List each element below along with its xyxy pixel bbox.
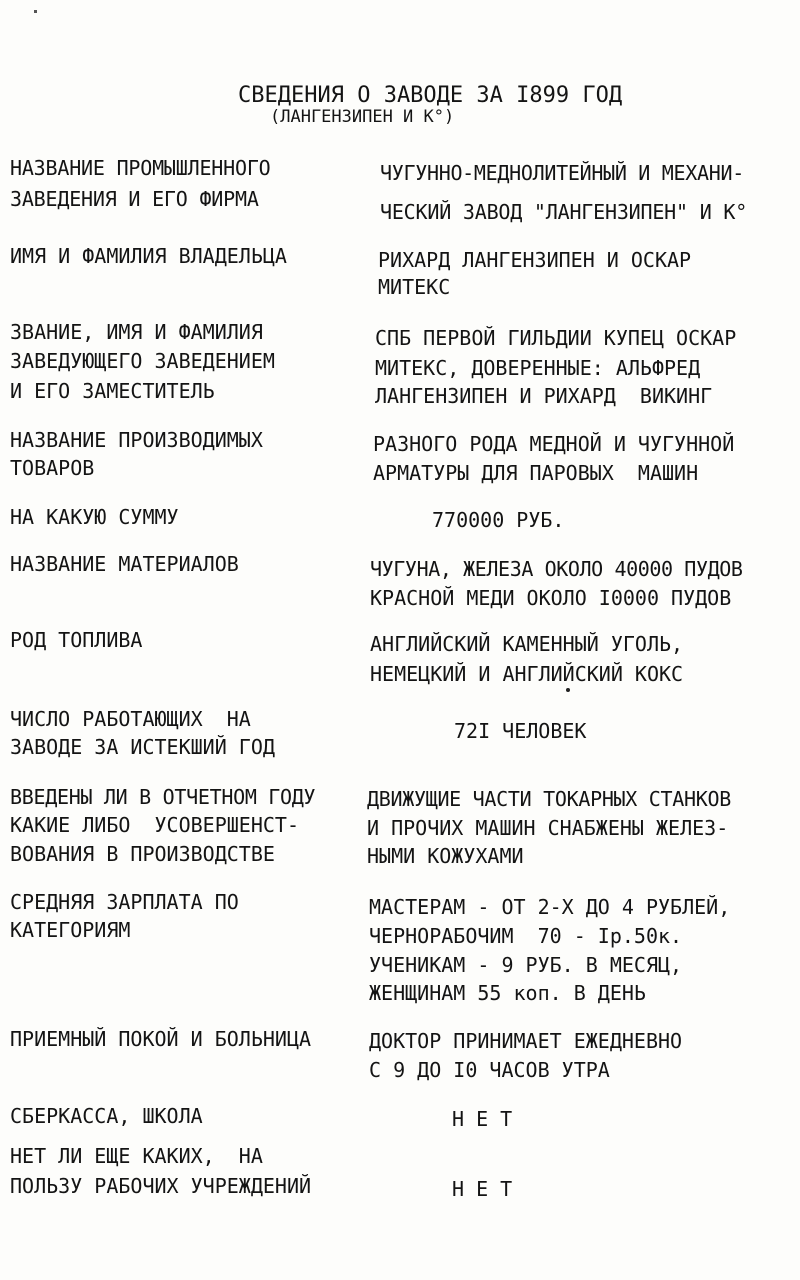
label-workers-2: ЗАВОДЕ ЗА ИСТЕКШИЙ ГОД bbox=[10, 735, 275, 759]
label-sum: НА КАКУЮ СУММУ bbox=[10, 505, 179, 529]
value-salary-1: МАСТЕРАМ - ОТ 2-Х ДО 4 РУБЛЕЙ, bbox=[369, 895, 731, 919]
paper-speck bbox=[34, 10, 37, 13]
value-manager-1: СПБ ПЕРВОЙ ГИЛЬДИИ КУПЕЦ ОСКАР bbox=[375, 326, 737, 350]
value-fuel-2: НЕМЕЦКИЙ И АНГЛИЙСКИЙ КОКС bbox=[370, 662, 684, 686]
label-improvements-1: ВВЕДЕНЫ ЛИ В ОТЧЕТНОМ ГОДУ bbox=[10, 785, 316, 809]
label-other-institutions-1: НЕТ ЛИ ЕЩЕ КАКИХ, НА bbox=[10, 1144, 263, 1168]
label-improvements-2: КАКИЕ ЛИБО УСОВЕРШЕНСТ- bbox=[10, 813, 299, 837]
value-salary-4: ЖЕНЩИНАМ 55 коп. В ДЕНЬ bbox=[369, 981, 646, 1005]
label-savings-school: СБЕРКАССА, ШКОЛА bbox=[10, 1104, 203, 1128]
value-manager-3: ЛАНГЕНЗИПЕН И РИХАРД ВИКИНГ bbox=[375, 384, 713, 408]
value-owner-1: РИХАРД ЛАНГЕНЗИПЕН И ОСКАР bbox=[378, 248, 692, 272]
value-fuel-1: АНГЛИЙСКИЙ КАМЕННЫЙ УГОЛЬ, bbox=[370, 632, 684, 656]
value-improvements-1: ДВИЖУЩИЕ ЧАСТИ ТОКАРНЫХ СТАНКОВ bbox=[367, 787, 731, 811]
value-infirmary-2: С 9 ДО I0 ЧАСОВ УТРА bbox=[369, 1058, 610, 1082]
value-materials-2: КРАСНОЙ МЕДИ ОКОЛО I0000 ПУДОВ bbox=[370, 586, 732, 610]
label-manager-3: И ЕГО ЗАМЕСТИТЕЛЬ bbox=[10, 379, 215, 403]
value-materials-1: ЧУГУНА, ЖЕЛЕЗА ОКОЛО 40000 ПУДОВ bbox=[370, 557, 743, 581]
label-workers-1: ЧИСЛО РАБОТАЮЩИХ НА bbox=[10, 707, 251, 731]
value-manager-2: МИТЕКС, ДОВЕРЕННЫЕ: АЛЬФРЕД bbox=[375, 356, 701, 380]
label-infirmary: ПРИЕМНЫЙ ПОКОЙ И БОЛЬНИЦА bbox=[10, 1027, 312, 1051]
label-other-institutions-2: ПОЛЬЗУ РАБОЧИХ УЧРЕЖДЕНИЙ bbox=[10, 1174, 312, 1198]
label-manager-2: ЗАВЕДУЮЩЕГО ЗАВЕДЕНИЕМ bbox=[10, 349, 275, 373]
document-subtitle: (ЛАНГЕНЗИПЕН И К°) bbox=[270, 107, 455, 127]
label-fuel: РОД ТОПЛИВА bbox=[10, 628, 143, 652]
value-owner-2: МИТЕКС bbox=[378, 275, 451, 299]
value-improvements-2: И ПРОЧИХ МАШИН СНАБЖЕНЫ ЖЕЛЕЗ- bbox=[367, 816, 729, 840]
label-salary-1: СРЕДНЯЯ ЗАРПЛАТА ПО bbox=[10, 890, 239, 914]
label-goods-1: НАЗВАНИЕ ПРОИЗВОДИМЫХ bbox=[10, 428, 263, 452]
value-goods-1: РАЗНОГО РОДА МЕДНОЙ И ЧУГУННОЙ bbox=[373, 432, 735, 456]
value-factory-name-1: ЧУГУННО-МЕДНОЛИТЕЙНЫЙ И МЕХАНИ- bbox=[380, 161, 744, 185]
value-other-institutions: Н Е Т bbox=[452, 1177, 513, 1201]
label-owner: ИМЯ И ФАМИЛИЯ ВЛАДЕЛЬЦА bbox=[10, 244, 287, 268]
document-title: СВЕДЕНИЯ О ЗАВОДЕ ЗА I899 ГОД bbox=[238, 83, 623, 108]
label-materials: НАЗВАНИЕ МАТЕРИАЛОВ bbox=[10, 552, 239, 576]
label-salary-2: КАТЕГОРИЯМ bbox=[10, 918, 131, 942]
value-savings-school: Н Е Т bbox=[452, 1107, 513, 1131]
label-factory-name-1: НАЗВАНИЕ ПРОМЫШЛЕННОГО bbox=[10, 156, 271, 180]
label-improvements-3: ВОВАНИЯ В ПРОИЗВОДСТВЕ bbox=[10, 842, 275, 866]
value-goods-2: АРМАТУРЫ ДЛЯ ПАРОВЫХ МАШИН bbox=[373, 461, 699, 485]
value-sum: 770000 РУБ. bbox=[432, 508, 565, 532]
value-factory-name-2: ЧЕСКИЙ ЗАВОД "ЛАНГЕНЗИПЕН" И К° bbox=[380, 200, 748, 224]
value-workers: 72I ЧЕЛОВЕК bbox=[454, 719, 587, 743]
value-salary-2: ЧЕРНОРАБОЧИМ 70 - Iр.50к. bbox=[369, 924, 683, 948]
label-goods-2: ТОВАРОВ bbox=[10, 456, 95, 480]
ink-dot bbox=[566, 688, 570, 692]
value-salary-3: УЧЕНИКАМ - 9 РУБ. В МЕСЯЦ, bbox=[369, 953, 683, 977]
label-factory-name-2: ЗАВЕДЕНИЯ И ЕГО ФИРМА bbox=[10, 187, 259, 211]
label-manager-1: ЗВАНИЕ, ИМЯ И ФАМИЛИЯ bbox=[10, 320, 263, 344]
value-infirmary-1: ДОКТОР ПРИНИМАЕТ ЕЖЕДНЕВНО bbox=[369, 1029, 683, 1053]
value-improvements-3: НЫМИ КОЖУХАМИ bbox=[367, 844, 524, 868]
